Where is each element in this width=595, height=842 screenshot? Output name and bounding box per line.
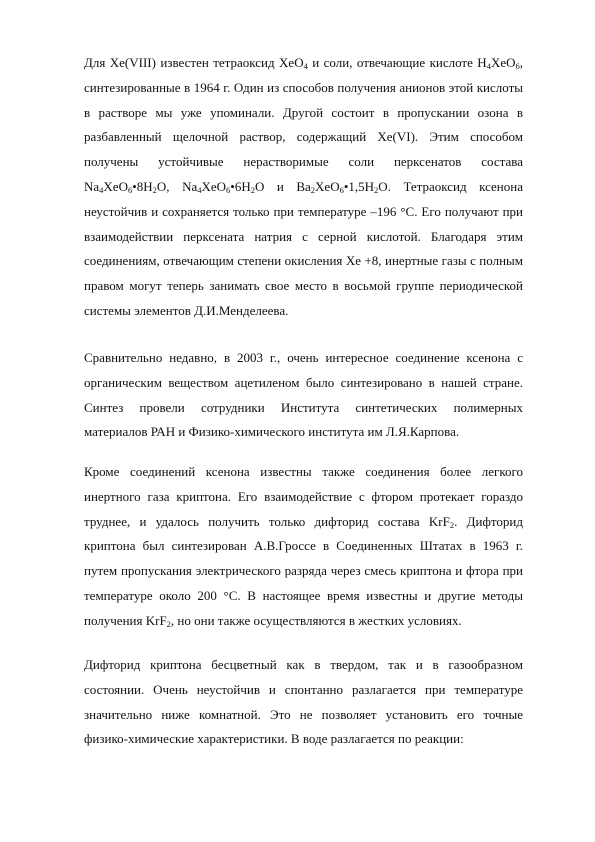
text-segment: и соли, отвечающие кислоте H <box>307 55 487 70</box>
subscript: 2 <box>152 184 157 195</box>
text-line <box>84 678 523 703</box>
subscript: 6 <box>226 184 231 195</box>
text-segment: O. Тетраоксид ксенона <box>378 178 523 194</box>
subscript: 2 <box>310 184 316 195</box>
subscript: 4 <box>303 61 308 71</box>
text-segment: O, Na <box>156 178 198 194</box>
text-segment: материалов РАН и Физико-химического института им Л.Я.Карпова. <box>84 424 460 440</box>
text-line <box>84 175 523 200</box>
text-segment: значительно ниже комнатной. Это не позволяет установить его точные <box>84 706 523 722</box>
text-line <box>84 76 523 101</box>
text-line <box>84 510 523 535</box>
text-segment: . Дифторид <box>454 513 523 529</box>
text-line <box>84 150 523 175</box>
text-line <box>84 200 523 225</box>
text-segment: соединениям, отвечающим степени окисления Xe +8, инертные газы с полным <box>84 253 523 269</box>
text-line <box>84 125 523 150</box>
text-segment: •8H <box>132 178 153 194</box>
text-segment: правом могут теперь занимать свое место в восьмой группе периодической <box>84 278 523 294</box>
text-segment: XeO <box>201 178 227 194</box>
subscript: 4 <box>197 184 202 195</box>
text-segment: , но они также осуществляются в жестких условиях. <box>170 612 462 628</box>
text-segment: труднее, и удалось получить только дифторид состава KrF <box>84 513 450 529</box>
text-line <box>84 371 523 396</box>
text-line <box>84 534 523 559</box>
text-segment: •6H <box>230 178 251 194</box>
text-segment: Сравнительно недавно, в 2003 г., очень интересное соединение ксенона с <box>84 350 523 365</box>
text-line <box>84 653 523 678</box>
subscript: 2 <box>250 184 255 195</box>
text-segment: путем пропускания электрического разряда через смесь криптона и фтора при <box>84 563 523 579</box>
subscript: 4 <box>99 184 104 195</box>
text-segment: системы элементов Д.И.Менделеева. <box>84 302 289 318</box>
paragraph-krypton-difluoride <box>84 460 523 634</box>
text-line <box>84 346 523 371</box>
text-segment: O и Ba <box>254 178 311 194</box>
text-line <box>84 559 523 584</box>
text-segment: криптона был синтезирован А.В.Гроссе в Соединенных Штатах в 1963 г. <box>84 538 523 554</box>
text-line <box>84 460 523 485</box>
paragraph-xenon-acetylene <box>84 346 523 445</box>
text-segment: органическим веществом ацетиленом было синтезировано в нашей стране. <box>84 374 523 390</box>
subscript: 4 <box>486 61 491 71</box>
subscript: 2 <box>166 618 171 629</box>
subscript: 6 <box>515 61 520 71</box>
paragraph-krf2-properties <box>84 653 523 752</box>
text-segment: в растворе мы уже упоминали. Другой состоит в пропускании озона в <box>84 104 523 120</box>
text-line <box>84 225 523 250</box>
text-segment: XeO <box>103 178 128 194</box>
text-segment: разбавленный щелочной раствор, содержащий Xe(VI). Этим способом <box>84 129 523 145</box>
text-segment: Кроме соединений ксенона известны также соединения более легкого <box>84 464 523 479</box>
text-segment: взаимодействии перксената натрия с серной кислотой. Благодаря этим <box>84 228 523 244</box>
text-segment: физико-химические характеристики. В воде разлагается по реакции: <box>84 731 464 747</box>
text-line <box>84 299 523 324</box>
text-line <box>84 584 523 609</box>
text-segment: синтезированные в 1964 г. Один из способов получения анионов этой кислоты <box>84 79 523 95</box>
text-segment: , <box>519 55 523 70</box>
text-line <box>84 249 523 274</box>
text-line <box>84 396 523 421</box>
text-segment: неустойчив и сохраняется только при температуре –196 °С. Его получают при <box>84 203 523 219</box>
text-line <box>84 727 523 752</box>
text-segment: состоянии. Очень неустойчив и спонтанно разлагается при температуре <box>84 681 523 697</box>
subscript: 2 <box>374 184 379 195</box>
text-segment: температуре около 200 °С. В настоящее время известны и другие методы <box>84 587 523 603</box>
text-segment: XeO <box>315 178 340 194</box>
text-line <box>84 101 523 126</box>
text-segment: Для Xe(VIII) известен тетраоксид XeO <box>84 55 304 70</box>
text-segment: Синтез провели сотрудники Института синтетических полимерных <box>84 399 523 415</box>
text-line <box>84 609 523 634</box>
text-line <box>84 420 523 445</box>
paragraph-xenon-viii <box>84 51 523 324</box>
subscript: 6 <box>127 184 133 195</box>
text-segment: инертного газа криптона. Его взаимодействие с фтором протекает гораздо <box>84 488 523 504</box>
subscript: 2 <box>449 519 455 530</box>
text-line <box>84 51 523 76</box>
text-segment: получены устойчивые нерастворимые соли перксенатов состава <box>84 154 523 170</box>
subscript: 6 <box>339 184 344 195</box>
text-line <box>84 485 523 510</box>
text-segment: •1,5H <box>343 178 375 194</box>
text-line <box>84 703 523 728</box>
text-segment: получения KrF <box>84 612 167 628</box>
text-line <box>84 274 523 299</box>
text-segment: Na <box>84 178 100 194</box>
text-segment: XeO <box>490 55 516 70</box>
text-segment: Дифторид криптона бесцветный как в твердом, так и в газообразном <box>84 657 523 672</box>
